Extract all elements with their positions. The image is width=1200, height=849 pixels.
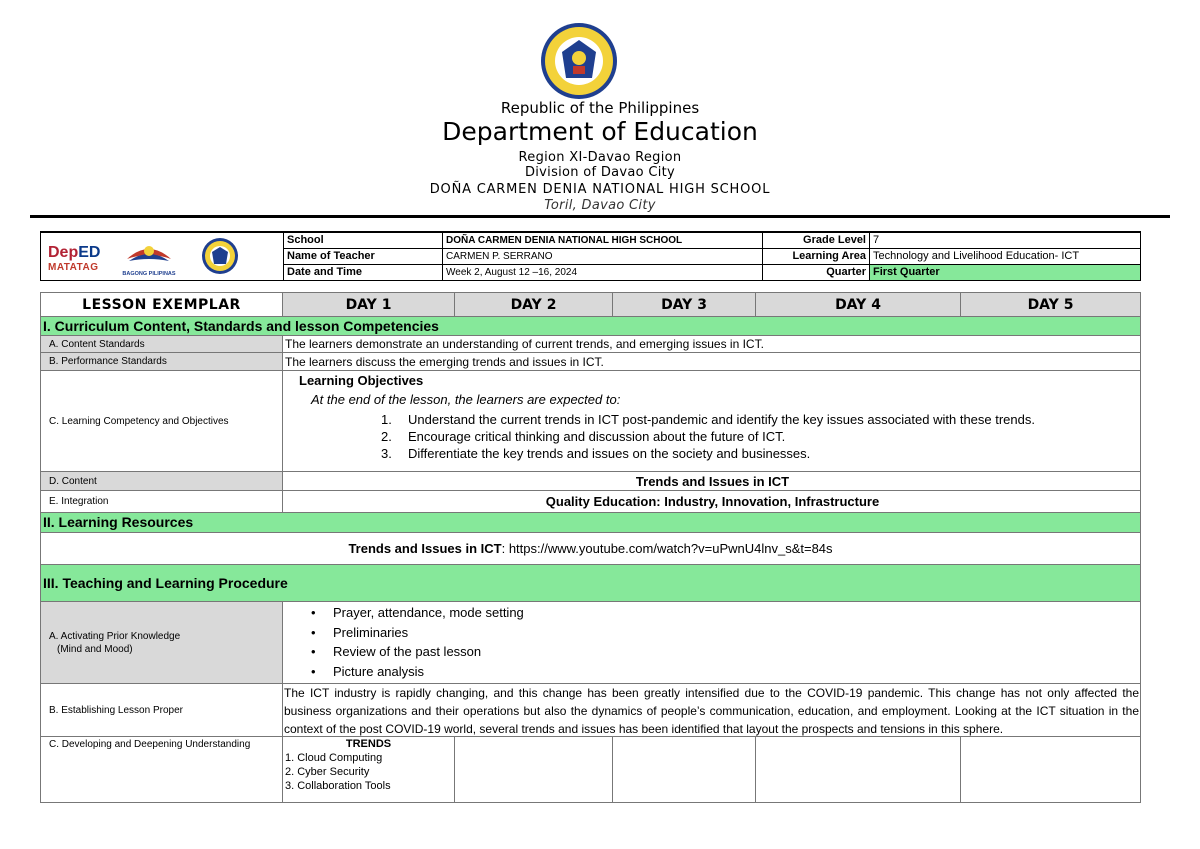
learning-area-value: Technology and Livelihood Education- ICT bbox=[870, 249, 1141, 265]
activating-label-line-2: (Mind and Mood) bbox=[57, 644, 133, 655]
info-row-school bbox=[283, 233, 1141, 249]
content-standards-label: A. Content Standards bbox=[40, 336, 283, 353]
competency-row bbox=[40, 371, 1141, 472]
location-line: Toril, Davao City bbox=[544, 198, 656, 213]
deped-seal-icon bbox=[540, 22, 618, 100]
trends-cell bbox=[283, 737, 455, 802]
day-3-empty-cell bbox=[613, 737, 756, 802]
resources-row bbox=[40, 533, 1141, 565]
lesson-exemplar-title: LESSON EXEMPLAR bbox=[40, 292, 283, 317]
list-item bbox=[311, 623, 524, 643]
date-label: Date and Time bbox=[283, 265, 443, 281]
activating-item-text: Review of the past lesson bbox=[333, 644, 482, 659]
info-row-teacher bbox=[283, 249, 1141, 265]
performance-standards-value: The learners discuss the emerging trends and issues in ICT. bbox=[283, 353, 1141, 371]
resources-cell bbox=[40, 533, 1141, 565]
republic-line: Republic of the Philippines bbox=[500, 99, 700, 117]
day-header-row bbox=[40, 292, 1141, 317]
school-value: DOÑA CARMEN DENIA NATIONAL HIGH SCHOOL bbox=[443, 233, 763, 249]
day-5-empty-cell bbox=[961, 737, 1141, 802]
info-row-date bbox=[283, 265, 1141, 281]
competency-objectives bbox=[283, 371, 1141, 472]
section-3-heading: III. Teaching and Learning Procedure bbox=[40, 565, 1141, 602]
objective-number: 3. bbox=[381, 446, 392, 461]
list-item bbox=[311, 662, 524, 682]
activating-item-text: Picture analysis bbox=[333, 663, 425, 679]
list-item bbox=[381, 445, 1035, 462]
bagong-pilipinas-text: BAGONG PILIPINAS bbox=[122, 271, 176, 277]
section-1-heading: I. Curriculum Content, Standards and lesson Competencies bbox=[40, 317, 1141, 336]
resource-link[interactable]: : https://www.youtube.com/watch?v=uPwnU4lnv_s&t=84s bbox=[501, 541, 833, 556]
list-item bbox=[381, 411, 1035, 428]
bullet-icon: • bbox=[311, 605, 316, 620]
grade-value: 7 bbox=[870, 233, 1141, 249]
list-item: 1. Cloud Computing bbox=[285, 752, 383, 764]
bullet-icon: • bbox=[311, 624, 316, 640]
quarter-label: Quarter bbox=[763, 265, 870, 281]
content-label: D. Content bbox=[40, 472, 283, 491]
objectives-intro: At the end of the lesson, the learners are expected to: bbox=[311, 392, 621, 407]
day-4-header: DAY 4 bbox=[756, 292, 961, 317]
content-row bbox=[40, 472, 1141, 491]
day-3-header: DAY 3 bbox=[613, 292, 756, 317]
document-header bbox=[0, 0, 1200, 220]
establishing-label: B. Establishing Lesson Proper bbox=[40, 684, 283, 737]
list-item: 2. Cyber Security bbox=[285, 766, 370, 778]
integration-value: Quality Education: Industry, Innovation, Infrastructure bbox=[283, 491, 1141, 513]
list-item: 3. Collaboration Tools bbox=[285, 780, 391, 792]
section-2-heading: II. Learning Resources bbox=[40, 513, 1141, 533]
trends-title: TRENDS bbox=[345, 738, 392, 750]
activating-item-text: Preliminaries bbox=[333, 624, 409, 640]
day-5-header: DAY 5 bbox=[961, 292, 1141, 317]
school-name-line: DOÑA CARMEN DENIA NATIONAL HIGH SCHOOL bbox=[429, 182, 771, 197]
content-standards-value: The learners demonstrate an understanding of current trends, and emerging issues in ICT. bbox=[283, 336, 1141, 353]
objectives-title: Learning Objectives bbox=[299, 373, 424, 388]
competency-label: C. Learning Competency and Objectives bbox=[40, 371, 283, 472]
matatag-logo: MATATAG bbox=[48, 262, 99, 273]
grade-label: Grade Level bbox=[763, 233, 870, 249]
integration-label: E. Integration bbox=[40, 491, 283, 513]
establishing-row bbox=[40, 684, 1141, 737]
content-standards-row bbox=[40, 336, 1141, 353]
deped-seal-small-icon bbox=[201, 237, 239, 275]
day-2-empty-cell bbox=[455, 737, 613, 802]
activating-item-text: Prayer, attendance, mode setting bbox=[333, 605, 524, 620]
department-title: Department of Education bbox=[442, 117, 758, 146]
objective-text: Encourage critical thinking and discussion about the future of ICT. bbox=[408, 429, 786, 444]
developing-row bbox=[40, 737, 1141, 803]
list-item bbox=[311, 603, 524, 623]
objective-number: 1. bbox=[381, 412, 392, 427]
list-item bbox=[311, 642, 524, 662]
content-value: Trends and Issues in ICT bbox=[283, 472, 1141, 491]
teacher-label: Name of Teacher bbox=[283, 249, 443, 265]
teacher-value: CARMEN P. SERRANO bbox=[443, 249, 763, 265]
date-value: Week 2, August 12 –16, 2024 bbox=[443, 265, 763, 281]
region-line: Region XI-Davao Region bbox=[518, 150, 682, 165]
header-divider bbox=[30, 215, 1170, 218]
establishing-text: The ICT industry is rapidly changing, and this change has been greatly intensified due to the COVID-19 pandemic. This change has not only affected the business organizations and their operations but also the dynamics of people’s communication, education, and employment. Looking at the ICT situation in the context of the post COVID-19 world, several trends and issues has been identified that layout the prospects and tensions in this sphere. bbox=[284, 686, 1139, 736]
day-4-empty-cell bbox=[756, 737, 961, 802]
activating-label-line-1: A. Activating Prior Knowledge bbox=[49, 631, 181, 642]
objective-text: Differentiate the key trends and issues on the society and businesses. bbox=[408, 446, 811, 461]
activating-list bbox=[311, 603, 524, 681]
performance-standards-row bbox=[40, 353, 1141, 371]
day-2-header: DAY 2 bbox=[455, 292, 613, 317]
developing-label: C. Developing and Deepening Understanding bbox=[40, 737, 283, 803]
division-line: Division of Davao City bbox=[524, 165, 676, 180]
resource-title: Trends and Issues in ICT bbox=[348, 541, 502, 556]
day-1-header: DAY 1 bbox=[283, 292, 455, 317]
objective-number: 2. bbox=[381, 429, 392, 444]
activating-content bbox=[283, 602, 1141, 684]
school-label: School bbox=[283, 233, 443, 249]
activating-row bbox=[40, 602, 1141, 684]
logo-strip bbox=[40, 233, 283, 281]
integration-row bbox=[40, 491, 1141, 513]
developing-content bbox=[283, 737, 1141, 803]
bullet-icon: • bbox=[311, 663, 316, 679]
learning-area-label: Learning Area bbox=[763, 249, 870, 265]
lesson-info-block bbox=[40, 231, 1141, 281]
deped-logo bbox=[48, 244, 100, 262]
deped-logo-text-a: Dep bbox=[48, 244, 79, 261]
objectives-list bbox=[381, 411, 1035, 462]
deped-logo-text-b: ED bbox=[78, 244, 101, 261]
bagong-pilipinas-logo-icon bbox=[117, 237, 181, 279]
quarter-value: First Quarter bbox=[870, 265, 1141, 281]
objective-text: Understand the current trends in ICT post-pandemic and identify the key issues associated with these trends. bbox=[408, 412, 1035, 427]
list-item bbox=[381, 428, 1035, 445]
bullet-icon: • bbox=[311, 644, 316, 659]
activating-label bbox=[40, 602, 283, 684]
performance-standards-label: B. Performance Standards bbox=[40, 353, 283, 371]
